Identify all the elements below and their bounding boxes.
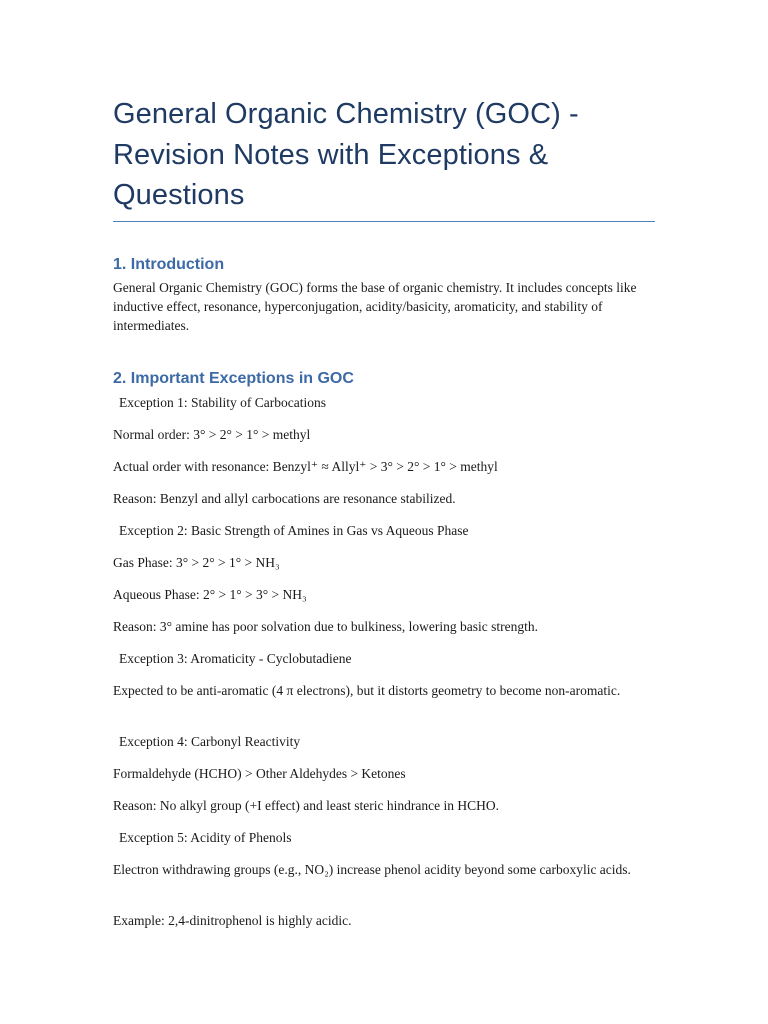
title-underline xyxy=(113,221,655,222)
exception-2-aqueous-phase: Aqueous Phase: 2° > 1° > 3° > NH₃ xyxy=(113,587,307,602)
introduction-paragraph: General Organic Chemistry (GOC) forms the base of organic chemistry. It includes concepts like inductive effect, resonance, hyperconjugation, acidity/basicity, aromaticity, and stability of intermediates. xyxy=(113,280,637,333)
exception-1-reason: Reason: Benzyl and allyl carbocations are resonance stabilized. xyxy=(113,491,456,506)
section-heading-exceptions: 2. Important Exceptions in GOC xyxy=(113,370,354,387)
exception-4-reason: Reason: No alkyl group (+I effect) and least steric hindrance in HCHO. xyxy=(113,798,499,813)
exception-1-normal-order: Normal order: 3° > 2° > 1° > methyl xyxy=(113,427,311,442)
exception-4-order: Formaldehyde (HCHO) > Other Aldehydes > Ketones xyxy=(113,766,406,781)
exception-2-reason: Reason: 3° amine has poor solvation due to bulkiness, lowering basic strength. xyxy=(113,619,538,634)
exception-2-heading: Exception 2: Basic Strength of Amines in Gas vs Aqueous Phase xyxy=(119,523,469,538)
exception-3-description: Expected to be anti-aromatic (4 π electrons), but it distorts geometry to become non-aromatic. xyxy=(113,683,621,698)
exception-1-actual-order: Actual order with resonance: Benzyl⁺ ≈ Allyl⁺ > 3° > 2° > 1° > methyl xyxy=(113,459,498,474)
exception-5-example: Example: 2,4-dinitrophenol is highly acidic. xyxy=(113,913,352,928)
exception-5-description: Electron withdrawing groups (e.g., NO₂) increase phenol acidity beyond some carboxylic acids. xyxy=(113,862,631,877)
exception-5-heading: Exception 5: Acidity of Phenols xyxy=(119,830,292,845)
document-title: General Organic Chemistry (GOC) - Revision Notes with Exceptions & Questions xyxy=(113,98,579,211)
section-heading-introduction: 1. Introduction xyxy=(113,256,225,273)
exception-2-gas-phase: Gas Phase: 3° > 2° > 1° > NH₃ xyxy=(113,555,280,570)
exception-3-heading: Exception 3: Aromaticity - Cyclobutadiene xyxy=(119,651,352,666)
exception-4-heading: Exception 4: Carbonyl Reactivity xyxy=(119,734,301,749)
exception-1-heading: Exception 1: Stability of Carbocations xyxy=(119,395,326,410)
